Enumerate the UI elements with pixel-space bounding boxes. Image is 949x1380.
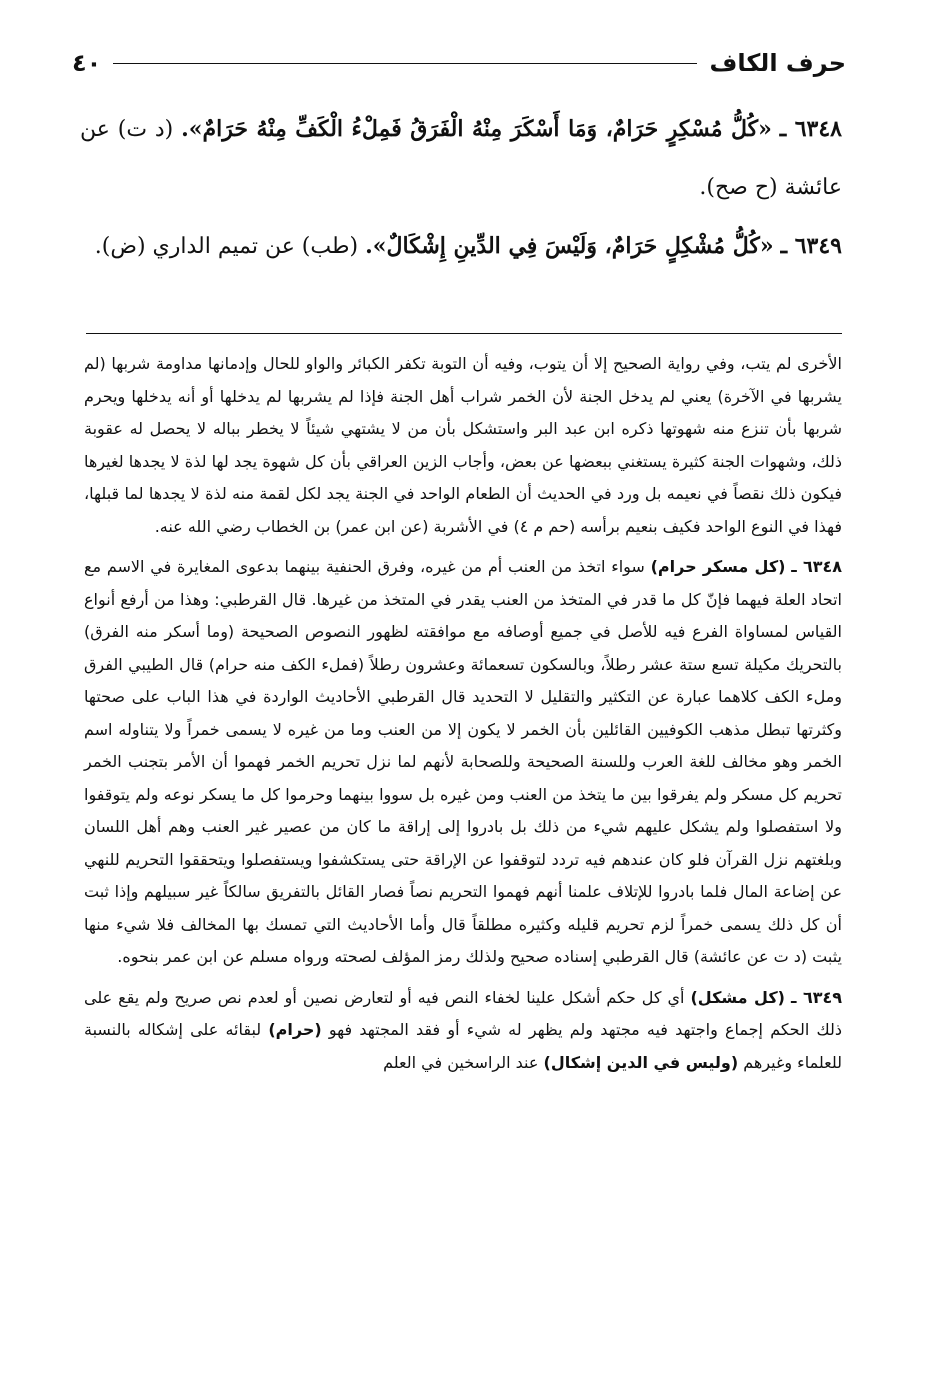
- commentary-continuation: الأخرى لم يتب، وفي رواية الصحيح إلا أن يتوب، وفيه أن التوبة تكفر الكبائر والواو للحال وإدمانها مداومة شربها (لم يشربها في الآخرة) يعني لم يدخل الجنة لأن الخمر شراب أهل الجنة فإذا لم يشربها لم يدخلها أو أنه يدخلها ويحرم شربها بأن تنزع منه شهوتها ذكره ابن عبد البر واستشكل بأن من لا يشتهي شيئاً لا يخطر بباله لا يحصل له عقوبة ذلك، وشهوات الجنة كثيرة يستغني ببعضها عن بعض، وأجاب الزين العراقي بأن كل شهوة يجد لها لذة لا يجدها لغيرها فيكون ذلك نقصاً في نعيمه بل ورد في الحديث أن الطعام الواحد في الجنة يجد لكل لقمة منه لذة لا يجدها لما قبلها، فهذا في النوع الواحد فكيف بنعيم برأسه (حم م ٤) في الأشربة (عن ابن عمر) بن الخطاب رضي الله عنه.: [84, 354, 842, 536]
- hadith-section: [80, 100, 842, 276]
- hadith-text: «كُلُّ مُسْكِرٍ حَرَامٌ، وَمَا أَسْكَرَ مِنْهُ الْفَرَقُ فَمِلْءُ الْكَفِّ مِنْهُ حَرَامٌ».: [181, 116, 772, 142]
- commentary-text: أي كل حكم أشكل علينا لخفاء النص فيه أو لتعارض نصين أو لعدم نص صريح ولم يقع على ذلك الحكم إجماع واجتهد فيه مجتهد ولم يظهر له شيء أو فقد المجتهد فهو: [84, 987, 842, 1039]
- hadith-6348: [80, 100, 842, 217]
- commentary-lead-din: (وليس في الدين إشكال): [543, 1052, 739, 1072]
- commentary-lead-haram: (حرام): [268, 1020, 322, 1039]
- commentary-text: سواء اتخذ من العنب أم من غيره، وفرق الحنفية بينهما بدعوى المغايرة في الاسم مع اتحاد العلة فيهما فإنّ كل ما قدر في المتخذ من العنب يقدر في المتخذ من غيرها. قال القرطبي: وهذا من أرفع أنواع القياس لمساواة الفرع فيه للأصل في جميع أوصافه مع موافقته لظهور النصوص الصحيحة (وما أسكر منه الفرق) بالتحريك مكيلة تسع ستة عشر رطلاً، وبالسكون تسعمائة وعشرون رطلاً (فملء الكف منه حرام) قال الطيبي الفرق وملء الكف كلاهما عبارة عن التكثير والتقليل لا التحديد قال القرطبي الأحاديث الواردة في هذا الباب على صحتها وكثرتها تبطل مذهب الكوفيين القائلين بأن الخمر لا يكون إلا من العنب وما من غيره لا يسمى خمراً ولا يتناوله اسم الخمر وهو مخالف للغة العرب وللسنة الصحيحة وللصحابة لأنهم لما نزل تحريم الخمر فهموا أن الأمر بتجنب الخمر تحريم كل مسكر ولم يفرقوا بين ما يتخذ من العنب ومن غيره بل سووا بينهما وحرموا كل ما يسكر نوعه ولم يتوقفوا ولا استفصلوا ولم يشكل عليهم شيء من ذلك بل بادروا إلى إراقة ما كان من عصير غير العنب وهم أهل اللسان وبلغتهم نزل القرآن فلو كان عندهم فيه تردد لتوقفوا عن الإراقة حتى يستكشفوا ويستفصلوا ويتحققوا التحريم للنهي عن إضاعة المال فلما بادروا للإتلاف علمنا أنهم فهموا التحريم نصاً فصار القائل بالتفريق سالكاً غير سبيلهم وإذا ثبت أن كل ذلك يسمى خمراً لزم تحريم قليله وكثيره مطلقاً قال وأما الأحاديث التي تمسك بها المخالف فلا شيء منها يثبت (د ت عن عائشة) قال القرطبي إسناده صحيح ولذلك رمز المؤلف لصحته ورواه مسلم عن ابن عمر بنحوه.: [84, 557, 842, 966]
- commentary-number: ٦٣٤٩ ـ: [790, 987, 843, 1007]
- commentary-lead: (كل مشكل): [690, 987, 785, 1007]
- hadith-source: (طب) عن تميم الداري (ض).: [94, 234, 366, 259]
- commentary-text-2: لبقائه على إشكاله بالنسبة للعلماء وغيرهم: [84, 1020, 842, 1072]
- page-header: [72, 46, 846, 80]
- hadith-number: ٦٣٤٩ ـ: [780, 233, 842, 259]
- commentary-6348: [84, 551, 842, 974]
- hadith-6349: [80, 217, 842, 276]
- commentary-lead: (كل مسكر حرام): [650, 557, 786, 576]
- hadith-source: (د ت) عن عائشة (ح صح).: [80, 117, 842, 200]
- footnote-divider: [86, 333, 842, 334]
- commentary-number: ٦٣٤٨ ـ: [791, 557, 842, 576]
- hadith-number: ٦٣٤٨ ـ: [779, 116, 842, 142]
- commentary-section: [84, 348, 842, 1087]
- hadith-text: «كُلُّ مُشْكِلٍ حَرَامٌ، وَلَيْسَ فِي الدِّينِ إِشْكَالٌ».: [365, 233, 774, 259]
- commentary-text-3: عند الراسخين في العلم: [383, 1052, 544, 1072]
- chapter-title: حرف الكاف: [709, 49, 846, 77]
- header-rule: [113, 63, 697, 64]
- page-number: ٤٠: [72, 49, 102, 77]
- commentary-6349: [84, 982, 842, 1080]
